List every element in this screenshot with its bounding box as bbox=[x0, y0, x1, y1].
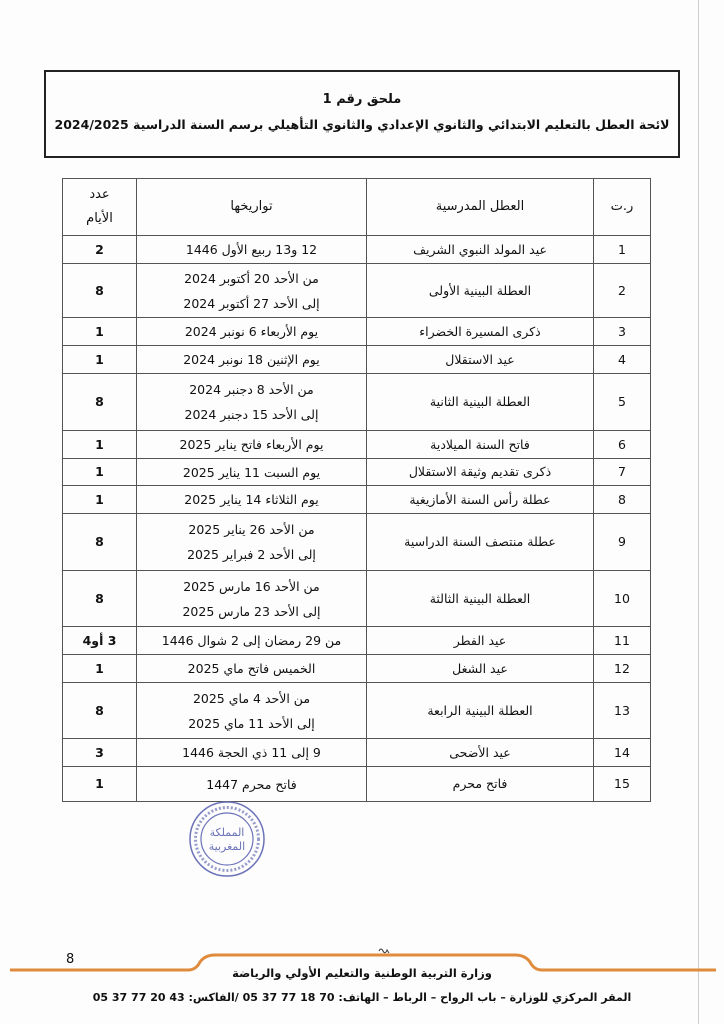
holiday-dates bbox=[137, 486, 367, 514]
holiday-date-line: إلى الأحد 15 دجنبر 2024 bbox=[184, 407, 319, 422]
row-number: 2 bbox=[594, 264, 651, 318]
holiday-dates bbox=[137, 571, 367, 627]
row-number: 9 bbox=[594, 514, 651, 571]
holiday-name: العطلة البينية الثانية bbox=[367, 374, 594, 431]
holiday-date-line: يوم الثلاثاء 14 يناير 2025 bbox=[184, 492, 319, 507]
row-number: 7 bbox=[594, 459, 651, 486]
holiday-date-line: من الأحد 4 ماي 2025 bbox=[192, 690, 311, 706]
days-count: 8 bbox=[63, 571, 137, 627]
holiday-dates bbox=[137, 318, 367, 346]
holidays-table bbox=[62, 178, 651, 802]
holiday-name: عيد الاستقلال bbox=[367, 346, 594, 374]
table-row bbox=[63, 655, 651, 683]
holiday-dates bbox=[137, 514, 367, 571]
days-count: 8 bbox=[63, 683, 137, 739]
holiday-date-line: فاتح محرم 1447 bbox=[206, 776, 297, 792]
holiday-name: عيد المولد النبوي الشريف bbox=[367, 236, 594, 264]
holiday-date-line: من الأحد 20 أكتوبر 2024 bbox=[184, 270, 319, 286]
row-number: 12 bbox=[594, 655, 651, 683]
table-row bbox=[63, 486, 651, 514]
holiday-date-line: 9 إلى 11 ذي الحجة 1446 bbox=[182, 745, 321, 760]
holiday-dates bbox=[137, 655, 367, 683]
holiday-dates bbox=[137, 236, 367, 264]
annex-title: ملحق رقم 1 bbox=[322, 92, 402, 107]
ministry-seal-stamp bbox=[188, 800, 266, 878]
annex-header-box bbox=[44, 70, 680, 158]
holiday-dates bbox=[137, 431, 367, 459]
holiday-date-line: من الأحد 8 دجنبر 2024 bbox=[189, 382, 314, 397]
holiday-name: عطلة رأس السنة الأمازيغية bbox=[367, 486, 594, 514]
annex-subtitle: لائحة العطل بالتعليم الابتدائي والثانوي الإعدادي والثانوي التأهيلي برسم السنة الدراسية 2024/2025 bbox=[54, 117, 670, 132]
row-number: 6 bbox=[594, 431, 651, 459]
holiday-name: فاتح محرم bbox=[367, 767, 594, 802]
table-row bbox=[63, 236, 651, 264]
holiday-dates bbox=[137, 459, 367, 486]
holiday-name: ذكرى تقديم وثيقة الاستقلال bbox=[367, 459, 594, 486]
holiday-name: ذكرى المسيرة الخضراء bbox=[367, 318, 594, 346]
holiday-name: العطلة البينية الثالثة bbox=[367, 571, 594, 627]
table-row bbox=[63, 459, 651, 486]
row-number: 5 bbox=[594, 374, 651, 431]
table-row bbox=[63, 374, 651, 431]
days-count: 2 bbox=[63, 236, 137, 264]
footer-address: المقر المركزي للوزارة – باب الرواح – الرباط – الهاتف: 70 18 77 37 05 /الفاكس: 43 20 77 37 05 bbox=[92, 991, 632, 1004]
days-count: 1 bbox=[63, 346, 137, 374]
holiday-date-line: إلى الأحد 23 مارس 2025 bbox=[182, 603, 321, 619]
holiday-date-line: يوم الإثنين 18 نونبر 2024 bbox=[183, 352, 320, 367]
table-row bbox=[63, 627, 651, 655]
table-row bbox=[63, 264, 651, 318]
table-header-row bbox=[63, 179, 651, 236]
holiday-date-line: يوم الأربعاء 6 نونبر 2024 bbox=[184, 324, 319, 339]
holiday-dates bbox=[137, 739, 367, 767]
days-count: 1 bbox=[63, 486, 137, 514]
days-count: 8 bbox=[63, 374, 137, 431]
holiday-dates bbox=[137, 374, 367, 431]
table-row bbox=[63, 431, 651, 459]
seal-text-line1: المملكة bbox=[209, 826, 245, 839]
holiday-name: فاتح السنة الميلادية bbox=[367, 431, 594, 459]
holiday-date-line: 12 و13 ربيع الأول 1446 bbox=[185, 242, 318, 257]
holiday-dates bbox=[137, 627, 367, 655]
row-number: 10 bbox=[594, 571, 651, 627]
holiday-date-line: من الأحد 26 يناير 2025 bbox=[188, 522, 315, 537]
holiday-name: العطلة البينية الأولى bbox=[367, 264, 594, 318]
days-count: 8 bbox=[63, 264, 137, 318]
holiday-date-line: الخميس فاتح ماي 2025 bbox=[187, 661, 316, 676]
row-number: 13 bbox=[594, 683, 651, 739]
holiday-dates bbox=[137, 767, 367, 802]
page-edge-line bbox=[698, 0, 699, 1024]
holiday-dates bbox=[137, 683, 367, 739]
header-number: ر.ت bbox=[594, 179, 651, 236]
page-number: 8 bbox=[66, 952, 75, 967]
days-count: 1 bbox=[63, 431, 137, 459]
row-number: 11 bbox=[594, 627, 651, 655]
header-holiday: العطل المدرسية bbox=[367, 179, 594, 236]
holiday-date-line: إلى الأحد 2 فبراير 2025 bbox=[187, 547, 316, 562]
header-dates: تواريخها bbox=[137, 179, 367, 236]
days-count: 1 bbox=[63, 655, 137, 683]
row-number: 15 bbox=[594, 767, 651, 802]
header-days-line2: الأيام bbox=[86, 211, 113, 226]
table-row bbox=[63, 683, 651, 739]
row-number: 4 bbox=[594, 346, 651, 374]
row-number: 3 bbox=[594, 318, 651, 346]
holiday-date-line: من 29 رمضان إلى 2 شوال 1446 bbox=[161, 633, 342, 648]
header-days-line1: عدد bbox=[89, 187, 110, 202]
table-row bbox=[63, 514, 651, 571]
row-number: 8 bbox=[594, 486, 651, 514]
holiday-dates bbox=[137, 346, 367, 374]
holiday-name: عطلة منتصف السنة الدراسية bbox=[367, 514, 594, 571]
table-row bbox=[63, 318, 651, 346]
days-count: 1 bbox=[63, 767, 137, 802]
days-count: 3 أو4 bbox=[63, 627, 137, 655]
holiday-name: عيد الفطر bbox=[367, 627, 594, 655]
seal-text-line2: المغربية bbox=[208, 840, 246, 853]
days-count: 8 bbox=[63, 514, 137, 571]
table-row bbox=[63, 767, 651, 802]
row-number: 1 bbox=[594, 236, 651, 264]
days-count: 1 bbox=[63, 318, 137, 346]
holiday-name: عيد الأضحى bbox=[367, 739, 594, 767]
holiday-date-line: يوم الأربعاء فاتح يناير 2025 bbox=[179, 437, 324, 452]
holiday-date-line: إلى الأحد 27 أكتوبر 2024 bbox=[183, 295, 320, 311]
holiday-date-line: يوم السبت 11 يناير 2025 bbox=[182, 464, 321, 480]
header-days bbox=[63, 179, 137, 236]
row-number: 14 bbox=[594, 739, 651, 767]
table-row bbox=[63, 571, 651, 627]
table-row bbox=[63, 739, 651, 767]
table-row bbox=[63, 346, 651, 374]
holiday-date-line: إلى الأحد 11 ماي 2025 bbox=[188, 715, 315, 731]
holiday-name: العطلة البينية الرابعة bbox=[367, 683, 594, 739]
holiday-date-line: من الأحد 16 مارس 2025 bbox=[183, 578, 320, 594]
days-count: 1 bbox=[63, 459, 137, 486]
holiday-dates bbox=[137, 264, 367, 318]
days-count: 3 bbox=[63, 739, 137, 767]
holiday-name: عيد الشغل bbox=[367, 655, 594, 683]
footer-ministry-name: وزارة التربية الوطنية والتعليم الأولي والرياضة bbox=[232, 966, 492, 980]
